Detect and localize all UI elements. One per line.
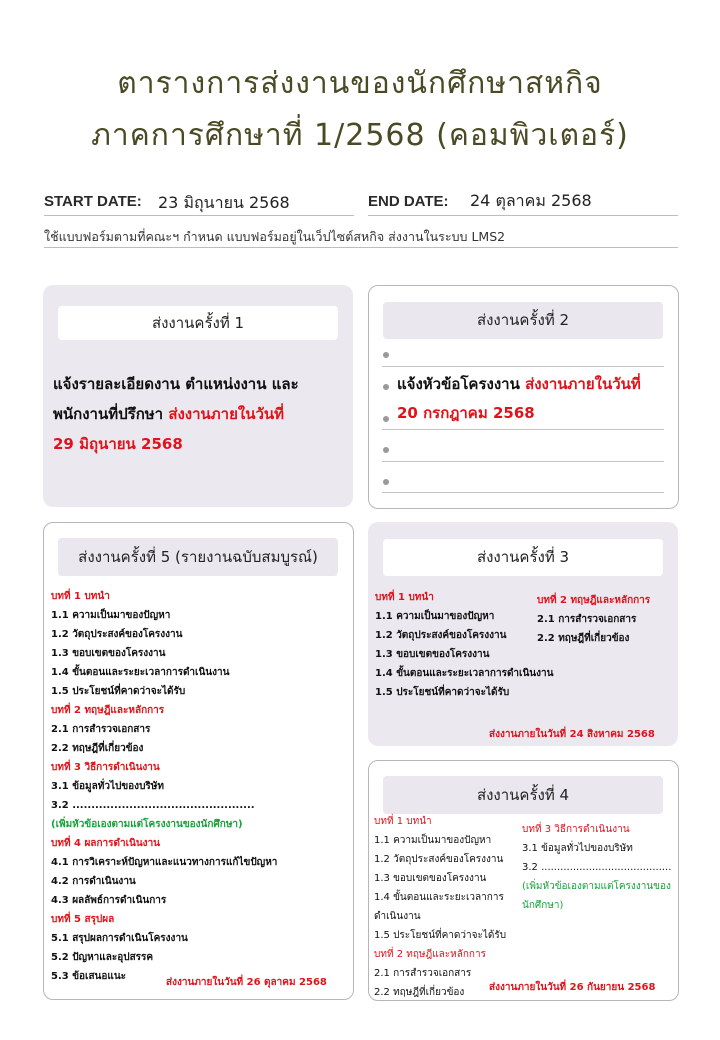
outline-item: 2.1 การสำรวจเอกสาร (537, 614, 637, 625)
chapter-heading: บทที่ 4 ผลการดำเนินงาน (51, 838, 161, 849)
start-date-label: START DATE: (44, 193, 142, 210)
outline-item: 1.4 ขั้นตอนและระยะเวลาการดำเนินงาน (375, 668, 554, 679)
outline-item: 5.2 ปัญหาและอุปสรรค (51, 952, 154, 963)
chapter-heading: บทที่ 1 บทนำ (374, 816, 432, 827)
chapter-heading: บทที่ 5 สรุปผล (51, 914, 115, 925)
card2-line-1 (397, 370, 672, 399)
outline-item: 1.3 ขอบเขตของโครงงาน (51, 648, 166, 659)
page-title-line-1: ตารางการส่งงานของนักศึกษาสหกิจ (117, 66, 603, 101)
outline-item: 1.5 ประโยชน์ที่คาดว่าจะได้รับ (375, 687, 510, 698)
card1-line-2 (53, 399, 348, 429)
start-date-underline (44, 215, 354, 216)
outline-item: 3.2 ......................................... (522, 862, 672, 873)
outline-item: นักศึกษา) (522, 900, 564, 911)
bullet-dot (383, 479, 389, 485)
outline-item: 4.2 การดำเนินงาน (51, 876, 136, 887)
card1-deadline-date: 29 มิถุนายน 2568 (53, 435, 183, 453)
outline-item: 1.2 วัตถุประสงค์ของโครงงาน (374, 854, 504, 865)
card2-line-1-text: แจ้งหัวข้อโครงงาน (397, 375, 526, 393)
card4-outline-left (374, 812, 506, 1002)
outline-item: 2.2 ทฤษฎีที่เกี่ยวข้อง (51, 743, 144, 754)
outline-item: 1.3 ขอบเขตของโครงงาน (374, 873, 487, 884)
chapter-heading: บทที่ 2 ทฤษฎีและหลักการ (374, 949, 486, 960)
card3-deadline: ส่งงานภายในวันที่ 24 สิงหาคม 2568 (489, 729, 655, 740)
outline-item: 1.5 ประโยชน์ที่คาดว่าจะได้รับ (51, 686, 186, 697)
card-body (53, 369, 348, 459)
card-header: ส่งงานครั้งที่ 1 (58, 306, 338, 340)
outline-item: (เพิ่มหัวข้อเองตามแต่โครงงานของนักศึกษา) (51, 819, 243, 830)
card1-line-2-text: พนักงานที่ปรึกษา (53, 405, 169, 423)
outline-item: 1.5 ประโยชน์ที่คาดว่าจะได้รับ (374, 930, 507, 941)
card4-outline-right (522, 820, 671, 915)
outline-item: 3.1 ข้อมูลทั่วไปของบริษัท (51, 781, 164, 792)
note-underline (44, 247, 678, 248)
card-header: ส่งงานครั้งที่ 2 (383, 302, 663, 339)
outline-item: ดำเนินงาน (374, 911, 421, 922)
card3-outline-left (375, 588, 553, 702)
bullet-line (382, 461, 664, 462)
outline-item: 1.4 ขั้นตอนและระยะเวลาการ (374, 892, 504, 903)
outline-item: 1.3 ขอบเขตของโครงงาน (375, 649, 490, 660)
card4-deadline: ส่งงานภายในวันที่ 26 กันยายน 2568 (489, 982, 656, 993)
end-date-label: END DATE: (368, 193, 449, 210)
end-date-value: 24 ตุลาคม 2568 (470, 191, 592, 210)
outline-item: 2.1 การสำรวจเอกสาร (51, 724, 151, 735)
card2-body (397, 370, 672, 428)
bullet-dot (383, 384, 389, 390)
chapter-heading: บทที่ 3 วิธีการดำเนินงาน (51, 762, 160, 773)
bullet-line (382, 366, 664, 367)
card1-deadline-label: ส่งงานภายในวันที่ (168, 405, 285, 423)
outline-item: 2.1 การสำรวจเอกสาร (374, 968, 472, 979)
card5-outline (51, 587, 277, 986)
card1-line-1: แจ้งรายละเอียดงาน ตำแหน่งงาน และ (53, 375, 299, 393)
outline-item: 1.1 ความเป็นมาของปัญหา (374, 835, 492, 846)
card-header: ส่งงานครั้งที่ 5 (รายงานฉบับสมบูรณ์) (58, 538, 338, 576)
bullet-line (382, 429, 664, 430)
card-header: ส่งงานครั้งที่ 4 (383, 776, 663, 814)
chapter-heading: บทที่ 1 บทนำ (375, 592, 434, 603)
outline-item: 1.2 วัตถุประสงค์ของโครงงาน (375, 630, 507, 641)
chapter-heading: บทที่ 1 บทนำ (51, 591, 110, 602)
card3-outline-right (537, 591, 650, 648)
bullet-dot (383, 447, 389, 453)
outline-item: 4.3 ผลลัพธ์การดำเนินการ (51, 895, 167, 906)
bullet-line (382, 492, 664, 493)
outline-item: 3.2 ................................................ (51, 800, 255, 811)
outline-item: 2.2 ทฤษฎีที่เกี่ยวข้อง (537, 633, 630, 644)
bullet-dot (383, 352, 389, 358)
card-header: ส่งงานครั้งที่ 3 (383, 539, 663, 576)
card5-deadline: ส่งงานภายในวันที่ 26 ตุลาคม 2568 (166, 977, 327, 988)
chapter-heading: บทที่ 2 ทฤษฎีและหลักการ (537, 595, 651, 606)
card2-deadline-date: 20 กรกฎาคม 2568 (397, 404, 535, 422)
page-title-line-2: ภาคการศึกษาที่ 1/2568 (คอมพิวเตอร์) (91, 118, 629, 153)
outline-item: 1.1 ความเป็นมาของปัญหา (375, 611, 495, 622)
end-date-underline (368, 215, 678, 216)
card2-deadline-label: ส่งงานภายในวันที่ (525, 375, 641, 393)
outline-item: (เพิ่มหัวข้อเองตามแต่โครงงานของ (522, 881, 671, 892)
outline-item: 5.3 ข้อเสนอแนะ (51, 971, 127, 982)
outline-item: 2.2 ทฤษฎีที่เกี่ยวข้อง (374, 987, 465, 998)
instruction-note: ใช้แบบฟอร์มตามที่คณะฯ กำหนด แบบฟอร์มอยู่ในเว็ปไซต์สหกิจ ส่งงานในระบบ LMS2 (44, 229, 506, 244)
outline-item: 1.4 ขั้นตอนและระยะเวลาการดำเนินงาน (51, 667, 230, 678)
start-date-value: 23 มิถุนายน 2568 (158, 193, 290, 212)
chapter-heading: บทที่ 3 วิธีการดำเนินงาน (522, 824, 630, 835)
chapter-heading: บทที่ 2 ทฤษฎีและหลักการ (51, 705, 165, 716)
outline-item: 3.1 ข้อมูลทั่วไปของบริษัท (522, 843, 633, 854)
submission-card-1 (43, 285, 353, 507)
outline-item: 1.2 วัตถุประสงค์ของโครงงาน (51, 629, 183, 640)
bullet-dot (383, 416, 389, 422)
outline-item: 1.1 ความเป็นมาของปัญหา (51, 610, 171, 621)
outline-item: 5.1 สรุปผลการดำเนินโครงงาน (51, 933, 188, 944)
outline-item: 4.1 การวิเคราะห์ปัญหาและแนวทางการแก้ไขปัญหา (51, 857, 278, 868)
